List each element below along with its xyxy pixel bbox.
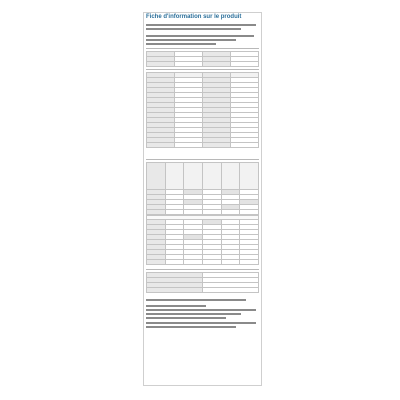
light-source-table (146, 272, 259, 293)
section-divider (146, 269, 259, 270)
footnote-line (146, 322, 256, 324)
compartment-parameters-table-continued (146, 224, 259, 265)
sheet-title: Fiche d'information sur le produit (146, 14, 242, 20)
general-parameters-table (146, 72, 259, 148)
section-divider (146, 69, 259, 70)
additional-information-line (146, 309, 256, 311)
regulation-line (146, 24, 256, 26)
section-divider (146, 48, 259, 49)
supplier-line (146, 39, 236, 41)
regulation-line (146, 28, 241, 30)
additional-information-line (146, 313, 241, 315)
additional-information-line (146, 317, 226, 319)
blank-area (146, 215, 259, 220)
product-information-sheet (143, 12, 262, 386)
additional-information-line (146, 305, 206, 307)
guarantee-line (146, 299, 246, 301)
model-line (146, 43, 216, 45)
section-divider (146, 159, 259, 160)
supplier-line (146, 35, 254, 37)
appliance-type-table (146, 51, 259, 67)
footnote-line (146, 326, 236, 328)
